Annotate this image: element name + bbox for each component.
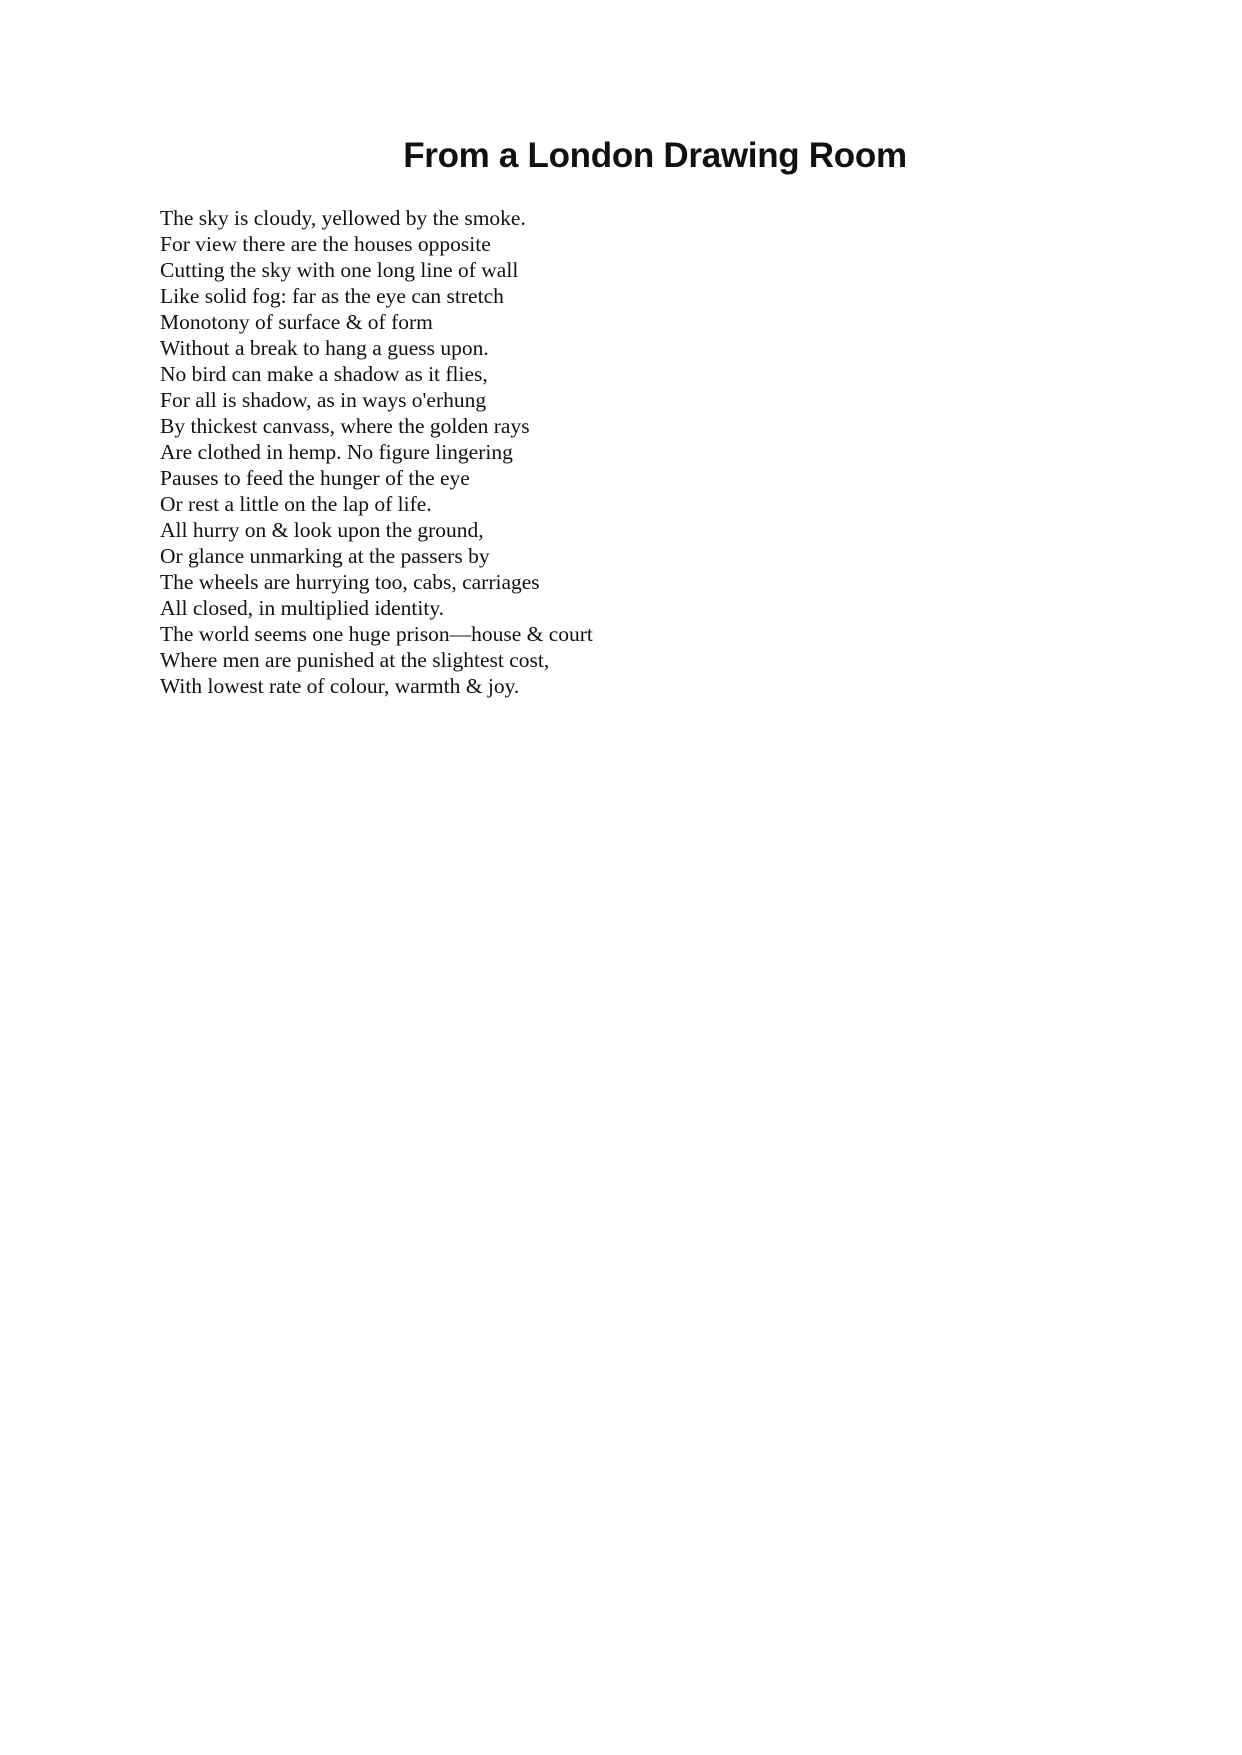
- poem-line: The sky is cloudy, yellowed by the smoke.: [160, 206, 526, 230]
- poem-line: Or rest a little on the lap of life.: [160, 492, 432, 516]
- poem-line: Monotony of surface & of form: [160, 310, 433, 334]
- poem-line: Cutting the sky with one long line of wall: [160, 258, 519, 282]
- poem-line: For view there are the houses opposite: [160, 232, 491, 256]
- poem-body: [160, 205, 593, 699]
- poem-line: Are clothed in hemp. No figure lingering: [160, 440, 513, 464]
- poem-line: Where men are punished at the slightest cost,: [160, 648, 550, 672]
- poem-line: The world seems one huge prison—house & court: [160, 622, 593, 646]
- poem-line: The wheels are hurrying too, cabs, carriages: [160, 570, 540, 594]
- poem-line: By thickest canvass, where the golden rays: [160, 414, 530, 438]
- poem-line: No bird can make a shadow as it flies,: [160, 362, 488, 386]
- poem-line: For all is shadow, as in ways o'erhung: [160, 388, 487, 412]
- poem-title: From a London Drawing Room: [403, 136, 907, 175]
- poem-line: Or glance unmarking at the passers by: [160, 544, 490, 568]
- poem-line: Like solid fog: far as the eye can stretch: [160, 284, 504, 308]
- poem-line: Without a break to hang a guess upon.: [160, 336, 489, 360]
- poem-line: All closed, in multiplied identity.: [160, 596, 445, 620]
- poem-line: With lowest rate of colour, warmth & joy.: [160, 674, 520, 698]
- poem-line: Pauses to feed the hunger of the eye: [160, 466, 470, 490]
- poem-line: All hurry on & look upon the ground,: [160, 518, 484, 542]
